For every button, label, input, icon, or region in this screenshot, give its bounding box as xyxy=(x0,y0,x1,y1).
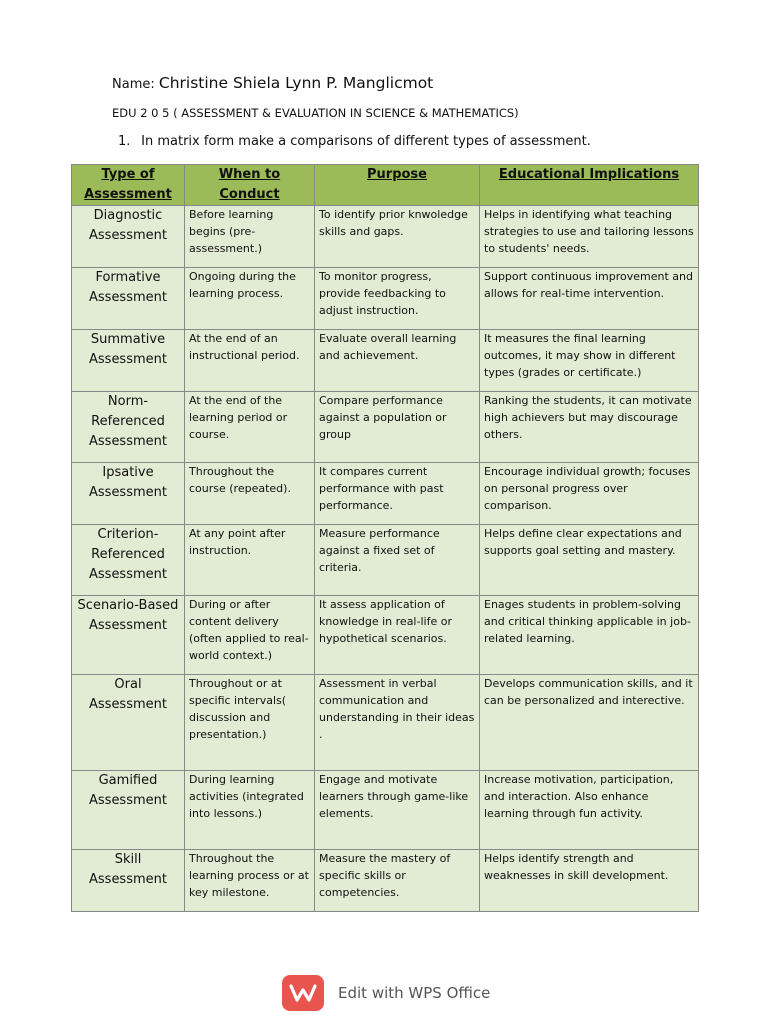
name-label: Name: xyxy=(112,77,155,92)
cell-when: During or after content delivery (often applied to real-world context.) xyxy=(185,596,315,675)
table-row xyxy=(72,206,699,268)
cell-purpose: To identify prior knwoledge skills and gaps. xyxy=(315,206,480,268)
cell-implications: Encourage individual growth; focuses on personal progress over comparison. xyxy=(480,463,699,525)
cell-purpose: To monitor progress, provide feedbacking to adjust instruction. xyxy=(315,268,480,330)
cell-type: Diagnostic Assessment xyxy=(72,206,185,268)
cell-purpose: Measure the mastery of specific skills or competencies. xyxy=(315,850,480,912)
cell-when: Throughout or at specific intervals( discussion and presentation.) xyxy=(185,675,315,771)
cell-when: Ongoing during the learning process. xyxy=(185,268,315,330)
cell-purpose: Evaluate overall learning and achievement. xyxy=(315,330,480,392)
wps-logo-icon xyxy=(282,975,324,1011)
question-1 xyxy=(118,134,591,149)
table-row xyxy=(72,596,699,675)
question-text: In matrix form make a comparisons of different types of assessment. xyxy=(141,134,591,149)
table-row xyxy=(72,675,699,771)
cell-when: Throughout the learning process or at key milestone. xyxy=(185,850,315,912)
assessment-matrix-table xyxy=(71,164,699,912)
table-row xyxy=(72,268,699,330)
cell-implications: Ranking the students, it can motivate high achievers but may discourage others. xyxy=(480,392,699,463)
table-row xyxy=(72,463,699,525)
cell-implications: Helps define clear expectations and supports goal setting and mastery. xyxy=(480,525,699,596)
header-when: When to Conduct xyxy=(185,165,315,206)
header-type: Type of Assessment xyxy=(72,165,185,206)
cell-type: Gamified Assessment xyxy=(72,771,185,850)
cell-implications: Increase motivation, participation, and interaction. Also enhance learning through fun activity. xyxy=(480,771,699,850)
cell-implications: It measures the final learning outcomes, it may show in different types (grades or certificate.) xyxy=(480,330,699,392)
cell-purpose: Engage and motivate learners through game-like elements. xyxy=(315,771,480,850)
cell-type: Skill Assessment xyxy=(72,850,185,912)
cell-purpose: It assess application of knowledge in real-life or hypothetical scenarios. xyxy=(315,596,480,675)
cell-type: Summative Assessment xyxy=(72,330,185,392)
cell-purpose: Compare performance against a population or group xyxy=(315,392,480,463)
cell-when: Throughout the course (repeated). xyxy=(185,463,315,525)
cell-type: Scenario-Based Assessment xyxy=(72,596,185,675)
table-row xyxy=(72,525,699,596)
cell-when: At the end of the learning period or course. xyxy=(185,392,315,463)
header-purpose: Purpose xyxy=(315,165,480,206)
table-row xyxy=(72,850,699,912)
cell-type: Formative Assessment xyxy=(72,268,185,330)
table-row xyxy=(72,330,699,392)
table-row xyxy=(72,392,699,463)
cell-purpose: It compares current performance with past performance. xyxy=(315,463,480,525)
cell-type: Norm-Referenced Assessment xyxy=(72,392,185,463)
cell-type: Ipsative Assessment xyxy=(72,463,185,525)
table-header-row xyxy=(72,165,699,206)
name-line xyxy=(112,74,433,92)
cell-implications: Enages students in problem-solving and critical thinking applicable in job-related learning. xyxy=(480,596,699,675)
course-title: EDU 2 0 5 ( ASSESSMENT & EVALUATION IN SCIENCE & MATHEMATICS) xyxy=(112,106,519,120)
wps-label: Edit with WPS Office xyxy=(338,984,491,1002)
cell-type: Oral Assessment xyxy=(72,675,185,771)
cell-when: At any point after instruction. xyxy=(185,525,315,596)
edit-with-wps-badge[interactable] xyxy=(282,975,490,1011)
cell-implications: Helps identify strength and weaknesses in skill development. xyxy=(480,850,699,912)
student-name: Christine Shiela Lynn P. Manglicmot xyxy=(158,74,434,92)
cell-purpose: Assessment in verbal communication and understanding in their ideas . xyxy=(315,675,480,771)
cell-type: Criterion-Referenced Assessment xyxy=(72,525,185,596)
table-row xyxy=(72,771,699,850)
cell-purpose: Measure performance against a fixed set of criteria. xyxy=(315,525,480,596)
cell-implications: Develops communication skills, and it can be personalized and interective. xyxy=(480,675,699,771)
cell-implications: Helps in identifying what teaching strategies to use and tailoring lessons to students' needs. xyxy=(480,206,699,268)
cell-when: At the end of an instructional period. xyxy=(185,330,315,392)
cell-implications: Support continuous improvement and allows for real-time intervention. xyxy=(480,268,699,330)
header-implications: Educational Implications xyxy=(480,165,699,206)
cell-when: During learning activities (integrated into lessons.) xyxy=(185,771,315,850)
question-number: 1. xyxy=(118,134,131,149)
cell-when: Before learning begins (pre-assessment.) xyxy=(185,206,315,268)
